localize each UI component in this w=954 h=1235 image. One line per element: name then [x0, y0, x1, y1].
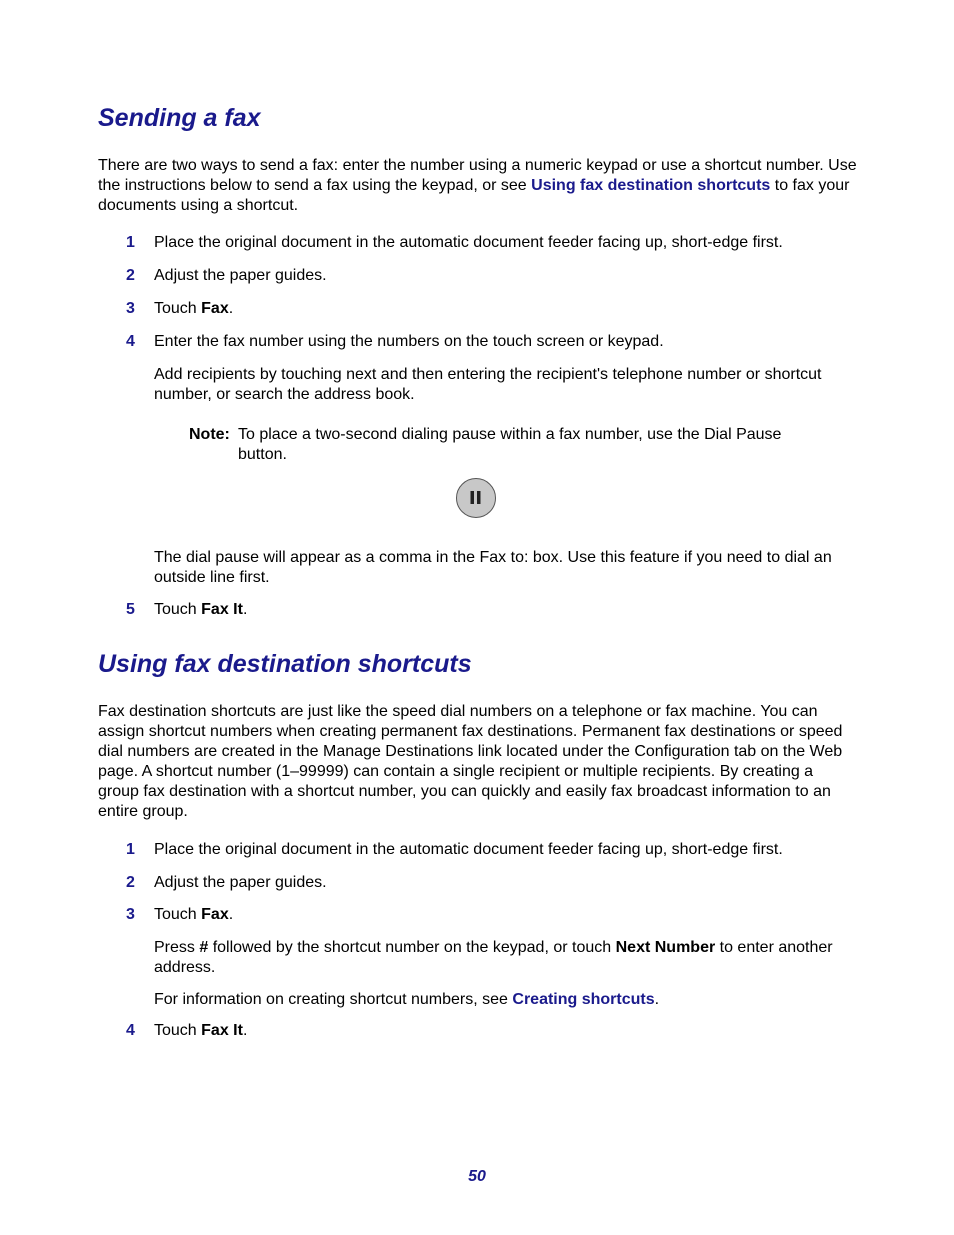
- step-number: 2: [126, 267, 135, 284]
- link-using-fax-destination-shortcuts[interactable]: Using fax destination shortcuts: [531, 177, 771, 194]
- step4-detail: Add recipients by touching next and then entering the recipient's telephone number or shortcut number, or search the address book.: [154, 366, 822, 403]
- step-number: 1: [126, 841, 135, 858]
- step-number: 2: [126, 874, 135, 891]
- note-text: To place a two-second dialing pause within a fax number, use the Dial Pause button.: [238, 426, 782, 463]
- step-text: Adjust the paper guides.: [154, 874, 327, 891]
- press-instructions: Press # followed by the shortcut number on the keypad, or touch Next Number to enter another address.: [154, 939, 833, 976]
- step-text: Touch Fax It.: [154, 1022, 248, 1039]
- link-creating-shortcuts[interactable]: Creating shortcuts: [512, 991, 655, 1008]
- hash-key: #: [199, 939, 209, 956]
- ui-term-fax: Fax: [201, 300, 229, 317]
- step-number: 1: [126, 234, 135, 251]
- step-number: 5: [126, 601, 135, 618]
- step-text: Touch Fax.: [154, 906, 234, 923]
- step-text: Place the original document in the automatic document feeder facing up, short-edge first.: [154, 234, 783, 251]
- ui-term-fax-it: Fax It: [201, 601, 243, 618]
- step-number: 4: [126, 1022, 135, 1039]
- section-title-using-fax-destination-shortcuts: Using fax destination shortcuts: [98, 650, 472, 678]
- step-text: Place the original document in the automatic document feeder facing up, short-edge first.: [154, 841, 783, 858]
- section-title-sending-a-fax: Sending a fax: [98, 104, 261, 132]
- ui-term-fax: Fax: [201, 906, 229, 923]
- pause-info: The dial pause will appear as a comma in the Fax to: box. Use this feature if you need to dial an outside line first.: [154, 549, 832, 586]
- step-text: Touch Fax It.: [154, 601, 248, 618]
- shortcut-info: For information on creating shortcut numbers, see Creating shortcuts.: [154, 991, 660, 1008]
- section1-intro: There are two ways to send a fax: enter the number using a numeric keypad or use a shortcut number. Use the instructions below to send a fax using the keypad, or see Using fax destination shortcuts to fax your documents using a shortcut.: [98, 157, 857, 214]
- page-number: 50: [468, 1168, 486, 1185]
- pause-button-icon: [456, 478, 496, 518]
- ui-term-next-number: Next Number: [615, 939, 716, 956]
- section2-intro: Fax destination shortcuts are just like the speed dial numbers on a telephone or fax machine. You can assign shortcut numbers when creating permanent fax destinations. Permanent fax destinations or speed dial numbers are created in the Manage Destinations link located under the Configuration tab on the Web page. A shortcut number (1–99999) can contain a single recipient or multiple recipients. By creating a group fax destination with a shortcut number, you can quickly and easily fax broadcast information to an entire group.: [98, 703, 843, 820]
- step-text: Touch Fax.: [154, 300, 234, 317]
- step-number: 4: [126, 333, 135, 350]
- step-number: 3: [126, 300, 135, 317]
- note-label: Note:: [189, 426, 230, 443]
- ui-term-fax-it: Fax It: [201, 1022, 243, 1039]
- step-number: 3: [126, 906, 135, 923]
- step-text: Adjust the paper guides.: [154, 267, 327, 284]
- step-text: Enter the fax number using the numbers on the touch screen or keypad.: [154, 333, 664, 350]
